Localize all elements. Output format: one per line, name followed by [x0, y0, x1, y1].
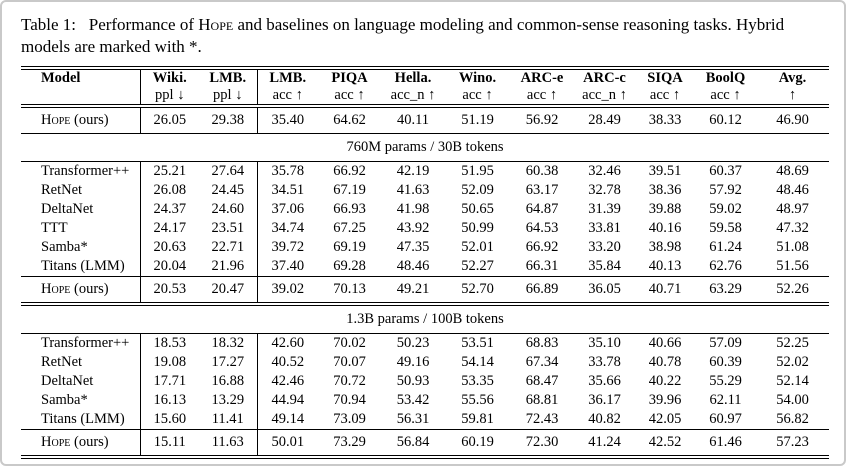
column-header	[510, 68, 574, 106]
section-row	[21, 134, 829, 162]
cell-value: 60.12	[709, 112, 742, 128]
cell-value: 17.27	[199, 353, 257, 372]
cell-value: 42.05	[648, 411, 682, 427]
column-name: BoolQ	[705, 70, 746, 86]
cell-value: 52.70	[461, 281, 494, 297]
cell-value: 50.23	[396, 335, 430, 351]
cell-value: 52.09	[461, 182, 494, 198]
cell-value: 63.29	[709, 281, 742, 297]
cell-model	[21, 277, 140, 305]
cell-value: 68.47	[525, 373, 559, 389]
cell-value: 59.81	[461, 411, 494, 427]
column-header	[756, 68, 829, 106]
cell-value: 41.24	[588, 434, 621, 450]
cell-value: 20.04	[153, 258, 187, 274]
cell-value: 27.64	[199, 162, 257, 182]
column-name: Hella.	[394, 70, 432, 86]
cell-model: Titans (LMM)	[21, 410, 140, 430]
cell-value: 57.92	[709, 182, 742, 198]
cell-value: 38.33	[648, 112, 682, 128]
cell-value: 39.51	[648, 163, 682, 179]
cell-value: 66.89	[525, 281, 559, 297]
cell-value: 66.31	[525, 258, 559, 274]
cell-value: 56.31	[396, 411, 430, 427]
cell-value: 48.46	[776, 182, 809, 198]
column-header	[257, 68, 318, 106]
cell-value: 52.14	[776, 373, 809, 389]
cell-value: 40.13	[648, 258, 682, 274]
caption-prefix: Table 1: Performance of	[21, 15, 199, 34]
cell-value: 49.21	[396, 281, 430, 297]
cell-value: 20.53	[153, 281, 187, 297]
cell-value: 41.63	[396, 182, 430, 198]
cell-value: 51.19	[461, 112, 494, 128]
cell-value: 36.05	[588, 281, 621, 297]
cell-value: 64.53	[525, 220, 559, 236]
cell-value: 39.02	[271, 281, 305, 297]
cell-value: 32.46	[588, 163, 621, 179]
cell-value: 18.32	[199, 334, 257, 354]
cell-value: 52.01	[461, 239, 494, 255]
summary-row	[21, 106, 829, 134]
cell-value: 40.66	[648, 335, 682, 351]
cell-value: 40.22	[648, 373, 682, 389]
column-header	[574, 68, 635, 106]
column-subname: acc ↑	[710, 87, 741, 103]
summary-row	[21, 430, 829, 458]
cell-value: 73.29	[333, 434, 366, 450]
cell-value: 24.45	[199, 181, 257, 200]
cell-model: DeltaNet	[21, 200, 140, 219]
cell-value: 52.25	[776, 335, 809, 351]
cell-value: 37.06	[271, 201, 305, 217]
cell-value: 47.35	[396, 239, 430, 255]
column-subname: acc ↑	[272, 87, 303, 103]
cell-value: 39.96	[648, 392, 682, 408]
cell-value: 49.16	[396, 354, 430, 370]
model-name: Hope	[41, 281, 71, 297]
cell-value: 29.38	[199, 106, 257, 134]
cell-value: 54.14	[461, 354, 494, 370]
cell-value: 51.08	[776, 239, 809, 255]
cell-value: 15.11	[153, 434, 186, 450]
cell-value: 50.65	[461, 201, 494, 217]
cell-value: 31.39	[588, 201, 621, 217]
cell-value: 13.29	[199, 391, 257, 410]
cell-value: 37.40	[271, 258, 305, 274]
column-name: Model	[41, 70, 81, 86]
column-subname: acc ↑	[526, 87, 558, 103]
column-header	[140, 68, 199, 106]
cell-value: 32.78	[588, 182, 621, 198]
cell-value: 52.02	[776, 354, 809, 370]
cell-value: 42.46	[271, 373, 305, 389]
table-row	[21, 219, 829, 238]
column-subname: ↑	[788, 87, 797, 103]
cell-value: 15.60	[153, 411, 187, 427]
cell-value: 72.30	[525, 434, 559, 450]
table-body	[21, 106, 829, 457]
cell-value: 24.17	[153, 220, 187, 236]
column-name: Wiki.	[152, 70, 187, 86]
cell-value: 26.05	[153, 112, 187, 128]
column-header	[635, 68, 695, 106]
cell-value: 48.97	[776, 201, 809, 217]
cell-value: 42.19	[396, 163, 430, 179]
table-row	[21, 334, 829, 354]
cell-value: 66.93	[333, 201, 366, 217]
cell-value: 39.72	[271, 239, 305, 255]
cell-value: 26.08	[153, 182, 187, 198]
column-subname: acc_n ↑	[582, 87, 627, 103]
caption-suffix: and baselines on language modeling and common-sense reasoning tasks. Hybrid models are marked with *.	[21, 15, 785, 56]
cell-value: 56.84	[396, 434, 430, 450]
cell-value: 57.09	[709, 335, 742, 351]
column-name: LMB.	[269, 70, 307, 86]
cell-model: Samba*	[21, 238, 140, 257]
cell-value: 66.92	[333, 163, 366, 179]
cell-value: 50.99	[461, 220, 494, 236]
cell-value: 42.60	[271, 335, 305, 351]
column-header	[199, 68, 257, 106]
cell-value: 19.08	[153, 354, 187, 370]
column-header	[695, 68, 756, 106]
cell-value: 67.25	[333, 220, 366, 236]
cell-value: 54.00	[776, 392, 809, 408]
cell-value: 70.94	[333, 392, 366, 408]
cell-value: 40.11	[396, 112, 430, 128]
model-name-suffix: (ours)	[70, 281, 109, 297]
table-row	[21, 181, 829, 200]
table-row	[21, 200, 829, 219]
cell-value: 73.09	[333, 411, 366, 427]
column-subname: ppl ↓	[213, 87, 243, 103]
cell-value: 70.02	[333, 335, 366, 351]
cell-value: 55.56	[461, 392, 494, 408]
cell-value: 64.62	[333, 112, 366, 128]
cell-model: DeltaNet	[21, 372, 140, 391]
cell-value: 40.16	[648, 220, 682, 236]
cell-value: 35.10	[588, 335, 621, 351]
cell-value: 34.51	[271, 182, 305, 198]
cell-value: 35.40	[271, 112, 305, 128]
column-header	[318, 68, 381, 106]
cell-value: 60.37	[709, 163, 742, 179]
table-row	[21, 238, 829, 257]
cell-value: 72.43	[525, 411, 559, 427]
cell-model: Transformer++	[21, 334, 140, 354]
header-row	[21, 68, 829, 106]
cell-value: 41.98	[396, 201, 430, 217]
cell-value: 28.49	[588, 112, 621, 128]
cell-model: Transformer++	[21, 162, 140, 182]
cell-value: 11.41	[199, 410, 257, 430]
section-label: 1.3B params / 100B tokens	[346, 311, 504, 327]
cell-model: TTT	[21, 219, 140, 238]
cell-model: Samba*	[21, 391, 140, 410]
cell-value: 16.88	[199, 372, 257, 391]
cell-model	[21, 106, 140, 134]
column-subname: acc ↑	[462, 87, 493, 103]
cell-value: 49.14	[271, 411, 305, 427]
summary-row	[21, 277, 829, 305]
cell-value: 33.78	[588, 354, 621, 370]
table-row	[21, 353, 829, 372]
cell-value: 52.26	[776, 281, 809, 297]
cell-value: 35.84	[588, 258, 621, 274]
cell-model: Titans (LMM)	[21, 257, 140, 277]
cell-value: 33.20	[588, 239, 621, 255]
table-row	[21, 391, 829, 410]
cell-value: 22.71	[199, 238, 257, 257]
cell-value: 40.52	[271, 354, 305, 370]
cell-value: 53.42	[396, 392, 430, 408]
column-subname: ppl ↓	[155, 87, 185, 103]
cell-model: RetNet	[21, 181, 140, 200]
cell-value: 69.19	[333, 239, 366, 255]
model-name: Hope	[41, 112, 71, 128]
column-name: ARC-c	[583, 70, 626, 86]
cell-value: 39.88	[648, 201, 682, 217]
column-subname: acc ↑	[649, 87, 681, 103]
table-caption	[21, 14, 816, 57]
cell-value: 55.29	[709, 373, 742, 389]
section-label: 760M params / 30B tokens	[346, 139, 504, 155]
cell-value: 24.60	[199, 200, 257, 219]
column-header	[21, 68, 140, 106]
table-row	[21, 410, 829, 430]
model-name: Hope	[41, 434, 71, 450]
cell-model: RetNet	[21, 353, 140, 372]
cell-value: 56.82	[776, 411, 809, 427]
cell-value: 33.81	[588, 220, 621, 236]
cell-value: 70.07	[333, 354, 366, 370]
column-name: Wino.	[458, 70, 497, 86]
column-name: PIQA	[331, 70, 368, 86]
cell-value: 60.97	[709, 411, 742, 427]
column-subname	[41, 87, 140, 104]
cell-value: 57.23	[776, 434, 809, 450]
cell-value: 59.58	[709, 220, 742, 236]
cell-value: 50.93	[396, 373, 430, 389]
cell-value: 60.19	[461, 434, 494, 450]
cell-value: 17.71	[153, 373, 187, 389]
cell-value: 42.52	[648, 434, 682, 450]
caption-model-name: Hope	[198, 15, 234, 34]
cell-value: 47.32	[776, 220, 809, 236]
cell-value: 59.02	[709, 201, 742, 217]
cell-value: 68.83	[525, 335, 559, 351]
cell-value: 62.11	[709, 392, 742, 408]
cell-value: 68.81	[525, 392, 559, 408]
column-subname: acc_n ↑	[390, 87, 436, 103]
cell-value: 64.87	[525, 201, 559, 217]
cell-value: 63.17	[525, 182, 559, 198]
table-header	[21, 68, 829, 106]
cell-value: 20.47	[199, 277, 257, 305]
cell-value: 44.94	[271, 392, 305, 408]
cell-value: 52.27	[461, 258, 494, 274]
cell-value: 38.36	[648, 182, 682, 198]
cell-value: 51.56	[776, 258, 809, 274]
cell-value: 35.78	[271, 163, 305, 179]
column-name: LMB.	[209, 70, 247, 86]
cell-value: 24.37	[153, 201, 187, 217]
cell-value: 56.92	[525, 112, 559, 128]
cell-value: 69.28	[333, 258, 366, 274]
cell-value: 67.19	[333, 182, 366, 198]
cell-value: 23.51	[199, 219, 257, 238]
model-name-suffix: (ours)	[70, 112, 109, 128]
column-name: SIQA	[647, 70, 683, 86]
cell-value: 40.78	[648, 354, 682, 370]
cell-value: 34.74	[271, 220, 305, 236]
cell-value: 43.92	[396, 220, 430, 236]
cell-value: 61.46	[709, 434, 742, 450]
cell-value: 35.66	[588, 373, 621, 389]
cell-value: 61.24	[709, 239, 742, 255]
table-row	[21, 257, 829, 277]
cell-value: 20.63	[153, 239, 187, 255]
cell-model	[21, 430, 140, 458]
cell-value: 18.53	[153, 335, 187, 351]
column-name: ARC-e	[520, 70, 564, 86]
cell-value: 36.17	[588, 392, 621, 408]
column-name: Avg.	[778, 70, 807, 86]
table-row	[21, 162, 829, 182]
cell-value: 50.01	[271, 434, 305, 450]
column-subname: acc ↑	[334, 87, 365, 103]
cell-value: 40.71	[648, 281, 682, 297]
cell-value: 60.39	[709, 354, 742, 370]
cell-value: 46.90	[776, 112, 809, 128]
table-row	[21, 372, 829, 391]
cell-value: 53.35	[461, 373, 494, 389]
cell-value: 62.76	[709, 258, 742, 274]
cell-value: 40.82	[588, 411, 621, 427]
cell-value: 25.21	[153, 163, 187, 179]
cell-value: 70.13	[333, 281, 366, 297]
cell-value: 48.46	[396, 258, 430, 274]
cell-value: 67.34	[525, 354, 559, 370]
section-row	[21, 304, 829, 334]
cell-value: 16.13	[153, 392, 187, 408]
cell-value: 60.38	[525, 163, 559, 179]
cell-value: 38.98	[648, 239, 682, 255]
model-name-suffix: (ours)	[70, 434, 109, 450]
cell-value: 70.72	[333, 373, 366, 389]
column-header	[381, 68, 445, 106]
cell-value: 48.69	[776, 163, 809, 179]
cell-value: 66.92	[525, 239, 559, 255]
column-header	[445, 68, 510, 106]
cell-value: 11.63	[199, 430, 257, 458]
cell-value: 21.96	[199, 257, 257, 277]
results-table	[21, 66, 829, 459]
cell-value: 53.51	[461, 335, 494, 351]
cell-value: 51.95	[461, 163, 494, 179]
